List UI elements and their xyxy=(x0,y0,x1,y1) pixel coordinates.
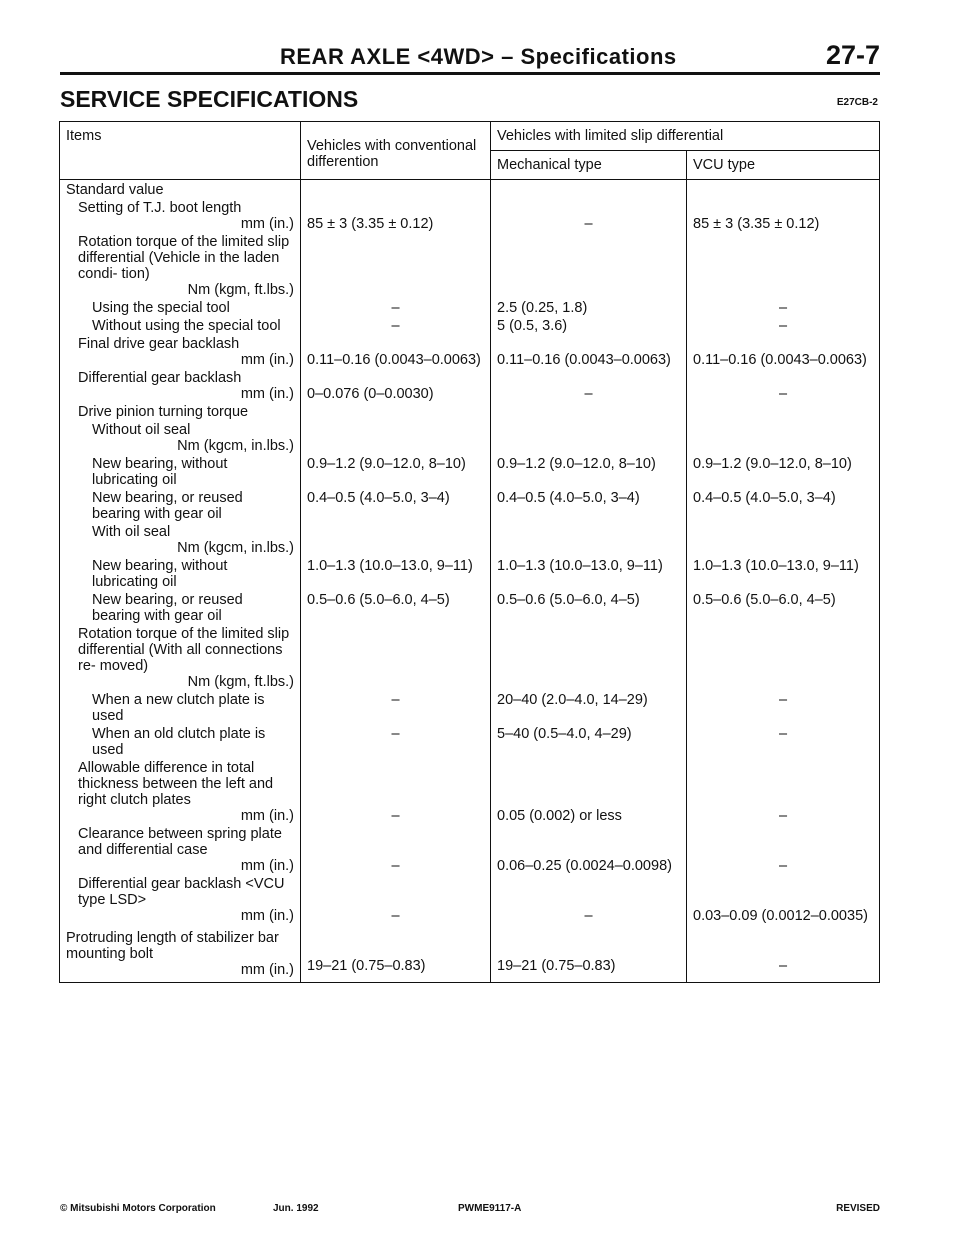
conventional-value: – xyxy=(301,724,491,758)
mechanical-value xyxy=(491,522,687,556)
item-label: Protruding length of stabilizer bar mounting bolt xyxy=(66,930,279,962)
item-label: New bearing, without lubricating oil xyxy=(92,558,228,590)
item-label: Final drive gear backlash xyxy=(78,336,240,352)
table-row xyxy=(60,198,880,232)
item-label: When a new clutch plate is used xyxy=(92,692,265,724)
mechanical-value: 1.0–1.3 (10.0–13.0, 9–11) xyxy=(491,556,687,590)
conventional-value: 0.5–0.6 (5.0–6.0, 4–5) xyxy=(301,590,491,624)
table-row xyxy=(60,522,880,556)
item-label: Without using the special tool xyxy=(92,318,281,334)
item-cell xyxy=(60,368,301,402)
footer-doc-code: PWME9117-A xyxy=(458,1203,522,1214)
conventional-value: 19–21 (0.75–0.83) xyxy=(301,924,491,983)
item-label: Using the special tool xyxy=(92,300,230,316)
item-label: Clearance between spring plate and differential case xyxy=(78,826,282,858)
conventional-value: 0.11–0.16 (0.0043–0.0063) xyxy=(301,334,491,368)
vcu-value: 1.0–1.3 (10.0–13.0, 9–11) xyxy=(687,556,880,590)
footer-status: REVISED xyxy=(836,1203,880,1214)
conventional-value xyxy=(301,402,491,420)
header-rule xyxy=(60,72,880,75)
conventional-value: – xyxy=(301,690,491,724)
item-label: New bearing, or reused bearing with gear oil xyxy=(92,592,243,624)
mechanical-value xyxy=(491,420,687,454)
conventional-value xyxy=(301,420,491,454)
table-row xyxy=(60,690,880,724)
vcu-value: – xyxy=(687,724,880,758)
table-row xyxy=(60,724,880,758)
conventional-value: 1.0–1.3 (10.0–13.0, 9–11) xyxy=(301,556,491,590)
vcu-value: 0.4–0.5 (4.0–5.0, 3–4) xyxy=(687,488,880,522)
mechanical-value: – xyxy=(491,198,687,232)
mechanical-value: 5 (0.5, 3.6) xyxy=(491,316,687,334)
vcu-value: 0.5–0.6 (5.0–6.0, 4–5) xyxy=(687,590,880,624)
vcu-value: 85 ± 3 (3.35 ± 0.12) xyxy=(687,198,880,232)
vcu-value: – xyxy=(687,924,880,983)
table-row xyxy=(60,590,880,624)
vcu-value: – xyxy=(687,824,880,874)
section-title: SERVICE SPECIFICATIONS xyxy=(60,86,359,112)
mechanical-value: 0.5–0.6 (5.0–6.0, 4–5) xyxy=(491,590,687,624)
conventional-value xyxy=(301,522,491,556)
header-vcu: VCU type xyxy=(687,151,880,180)
item-cell xyxy=(60,522,301,556)
item-label: With oil seal xyxy=(92,524,171,540)
mechanical-value: – xyxy=(491,368,687,402)
item-unit: mm (in.) xyxy=(240,216,294,232)
mechanical-value: 2.5 (0.25, 1.8) xyxy=(491,298,687,316)
conventional-value: 85 ± 3 (3.35 ± 0.12) xyxy=(301,198,491,232)
item-cell xyxy=(60,232,301,298)
item-label: Without oil seal xyxy=(92,422,191,438)
conventional-value: – xyxy=(301,298,491,316)
table-row xyxy=(60,874,880,924)
table-row xyxy=(60,924,880,983)
spec-table-body xyxy=(60,180,880,983)
mechanical-value: 19–21 (0.75–0.83) xyxy=(491,924,687,983)
conventional-value: – xyxy=(301,824,491,874)
item-cell xyxy=(60,590,301,624)
item-label: New bearing, or reused bearing with gear oil xyxy=(92,490,243,522)
page-header xyxy=(60,38,880,76)
table-row xyxy=(60,420,880,454)
conventional-value: 0.4–0.5 (4.0–5.0, 3–4) xyxy=(301,488,491,522)
table-row xyxy=(60,334,880,368)
item-unit: Nm (kgcm, in.lbs.) xyxy=(177,540,294,556)
vcu-value xyxy=(687,420,880,454)
mechanical-value: 0.4–0.5 (4.0–5.0, 3–4) xyxy=(491,488,687,522)
item-unit: Nm (kgcm, in.lbs.) xyxy=(177,438,294,454)
item-unit: mm (in.) xyxy=(240,858,294,874)
item-label: Allowable difference in total thickness between the left and right clutch plates xyxy=(78,760,274,808)
mechanical-value xyxy=(491,232,687,298)
conventional-value xyxy=(301,624,491,690)
table-row xyxy=(60,402,880,420)
conventional-value: – xyxy=(301,316,491,334)
mechanical-value: 20–40 (2.0–4.0, 14–29) xyxy=(491,690,687,724)
vcu-value: – xyxy=(687,690,880,724)
header-conventional: Vehicles with conventional differention xyxy=(301,122,491,180)
conventional-value xyxy=(301,232,491,298)
vcu-value: – xyxy=(687,368,880,402)
header-limited-slip: Vehicles with limited slip differential xyxy=(491,122,880,151)
mechanical-value xyxy=(491,180,687,199)
item-cell xyxy=(60,334,301,368)
table-row xyxy=(60,368,880,402)
footer-copyright: © Mitsubishi Motors Corporation xyxy=(60,1203,216,1214)
vcu-value xyxy=(687,522,880,556)
item-label: Standard value xyxy=(66,182,164,198)
mechanical-value: – xyxy=(491,874,687,924)
mechanical-value xyxy=(491,402,687,420)
item-label: When an old clutch plate is used xyxy=(92,726,266,758)
item-unit: mm (in.) xyxy=(240,386,294,402)
table-row xyxy=(60,298,880,316)
mechanical-value xyxy=(491,624,687,690)
table-row xyxy=(60,624,880,690)
conventional-value: – xyxy=(301,758,491,824)
mechanical-value: 0.11–0.16 (0.0043–0.0063) xyxy=(491,334,687,368)
item-unit: mm (in.) xyxy=(240,352,294,368)
header-items: Items xyxy=(60,122,301,180)
item-label: Drive pinion turning torque xyxy=(78,404,249,420)
item-unit: mm (in.) xyxy=(240,808,294,824)
mechanical-value: 5–40 (0.5–4.0, 4–29) xyxy=(491,724,687,758)
item-label: Rotation torque of the limited slip differential (With all connections re- moved) xyxy=(78,626,290,674)
table-row xyxy=(60,488,880,522)
vcu-value xyxy=(687,232,880,298)
item-cell xyxy=(60,420,301,454)
vcu-value: 0.03–0.09 (0.0012–0.0035) xyxy=(687,874,880,924)
conventional-value: – xyxy=(301,874,491,924)
item-cell xyxy=(60,758,301,824)
table-row xyxy=(60,180,880,199)
item-unit: Nm (kgm, ft.lbs.) xyxy=(187,674,294,690)
item-unit: Nm (kgm, ft.lbs.) xyxy=(187,282,294,298)
item-label: New bearing, without lubricating oil xyxy=(92,456,228,488)
item-unit: mm (in.) xyxy=(240,908,294,924)
conventional-value: 0.9–1.2 (9.0–12.0, 8–10) xyxy=(301,454,491,488)
conventional-value xyxy=(301,180,491,199)
table-row xyxy=(60,316,880,334)
table-row xyxy=(60,758,880,824)
item-cell xyxy=(60,556,301,590)
mechanical-value: 0.06–0.25 (0.0024–0.0098) xyxy=(491,824,687,874)
spec-table xyxy=(59,121,880,983)
mechanical-value: 0.9–1.2 (9.0–12.0, 8–10) xyxy=(491,454,687,488)
item-cell xyxy=(60,316,301,334)
item-cell xyxy=(60,298,301,316)
item-cell xyxy=(60,454,301,488)
item-cell xyxy=(60,724,301,758)
page-number: 27-7 xyxy=(825,40,880,70)
item-cell xyxy=(60,402,301,420)
item-label: Differential gear backlash xyxy=(78,370,242,386)
table-row xyxy=(60,824,880,874)
item-cell xyxy=(60,198,301,232)
item-cell xyxy=(60,924,301,983)
vcu-value: 0.9–1.2 (9.0–12.0, 8–10) xyxy=(687,454,880,488)
header-title: REAR AXLE <4WD> – Specifications xyxy=(280,44,677,69)
footer-date: Jun. 1992 xyxy=(273,1203,319,1214)
vcu-value: 0.11–0.16 (0.0043–0.0063) xyxy=(687,334,880,368)
item-cell xyxy=(60,690,301,724)
table-row xyxy=(60,556,880,590)
vcu-value: – xyxy=(687,758,880,824)
table-row xyxy=(60,454,880,488)
item-cell xyxy=(60,180,301,199)
item-unit: mm (in.) xyxy=(240,962,294,978)
vcu-value xyxy=(687,180,880,199)
conventional-value: 0–0.076 (0–0.0030) xyxy=(301,368,491,402)
vcu-value: – xyxy=(687,298,880,316)
mechanical-value: 0.05 (0.002) or less xyxy=(491,758,687,824)
item-label: Rotation torque of the limited slip differential (Vehicle in the laden condi- tion) xyxy=(78,234,290,282)
item-cell xyxy=(60,488,301,522)
item-cell xyxy=(60,874,301,924)
item-cell xyxy=(60,624,301,690)
item-cell xyxy=(60,824,301,874)
section-code: E27CB-2 xyxy=(836,97,878,108)
vcu-value xyxy=(687,402,880,420)
vcu-value xyxy=(687,624,880,690)
item-label: Setting of T.J. boot length xyxy=(78,200,242,216)
item-label: Differential gear backlash <VCU type LSD> xyxy=(78,876,285,908)
table-row xyxy=(60,232,880,298)
header-mechanical: Mechanical type xyxy=(491,151,687,180)
vcu-value: – xyxy=(687,316,880,334)
